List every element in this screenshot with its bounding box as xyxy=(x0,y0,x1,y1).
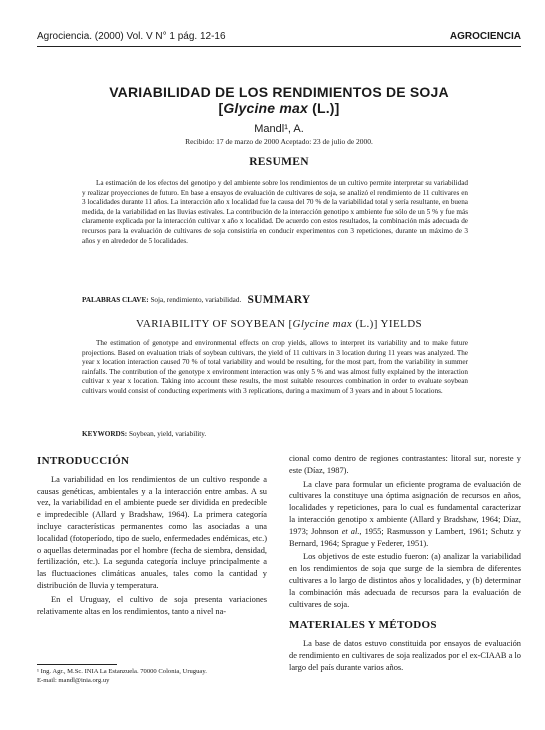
intro-paragraph-3: La clave para formular un eficiente programa de evaluación de cultivares la constituye una óptima asignación de recursos en años, localidades y repeticiones, para lo cual es fundamental caracterizar la interacción genotipo x ambiente (Allard y Bradshaw, 1964; Díaz, 1973; Johnson et al., 1955; Rasmusson y Lambert, 1961; Schutz y Bernard, 1964; Sprague y Federer, 1951). xyxy=(289,479,521,548)
intro-heading: INTRODUCCIÓN xyxy=(37,455,130,467)
article-title-line1: VARIABILIDAD DE LOS RENDIMIENTOS DE SOJA xyxy=(109,84,449,100)
journal-name: AGROCIENCIA xyxy=(449,31,521,42)
running-header xyxy=(37,31,521,45)
species-name: Glycine max xyxy=(223,100,309,116)
article-title-line2: [Glycine max (L.)] xyxy=(218,100,340,116)
summary-title: VARIABILITY OF SOYBEAN [Glycine max (L.)] YIELDS xyxy=(135,318,423,330)
intro-paragraph-1: La variabilidad en los rendimientos de un cultivo responde a causas genéticas, ambientales y a la interacción entre ambas. A su vez, la variabilidad en el ambiente puede ser dividida en predecible e impredecible (Allard y Bradshaw, 1964). La primera categoría incluye características permanentes como las asociadas a una localidad (fotoperíodo, tipo de suelo, enfermedades endémicas, etc.) o aquellas determinadas por el hombre (fecha de siembra, densidad, fertilización, etc.). La segunda categoría incluye principalmente a las fluctuaciones climáticas anuales, tales como la cantidad y distribución de lluvia y temperatura. xyxy=(37,474,267,590)
methods-heading: MATERIALES Y MÉTODOS xyxy=(289,619,437,632)
author-email: E-mail: mandl@inia.org.uy xyxy=(37,677,110,684)
left-column xyxy=(37,456,267,619)
right-column xyxy=(289,453,521,676)
summary-text: The estimation of genotype and environmental effects on crop yields, allows to interpret its variability and to make future projections. Based on evaluation trials of soybean cultivars, the yield of 11 cultivars in 3 location during 11 years was analyzed. The year x location interaction caused 70 % of total variability and would be resulting, for the most part, from the variability in summer rainfalls. The contribution of the genotype x environment interaction was only 5 % and was almost fully explained by the interaction cultivar x year x location. Taking into account these results, the most suitable resources combination in order to evaluate soybean cultivars would consist of conducting experiments with 3 replications, during a maximum of 3 years and in about 5 locations. xyxy=(82,339,468,395)
intro-paragraph-2: En el Uruguay, el cultivo de soja presenta variaciones relativamente altas en los rendimientos, tanto a nivel na- xyxy=(37,594,267,616)
keywords-label: PALABRAS CLAVE: xyxy=(82,296,149,304)
footnote-rule xyxy=(37,664,117,665)
received-dates: Recibido: 17 de marzo de 2000 Aceptado: 23 de julio de 2000. xyxy=(185,137,373,146)
intro-continued: cional como dentro de regiones contrastantes: litoral sur, noreste y este (Díaz, 1987). xyxy=(289,454,521,475)
header-rule xyxy=(37,46,521,47)
palabras-clave: PALABRAS CLAVE: Soja, rendimiento, variabilidad. xyxy=(82,296,242,304)
author: Mandl¹, A. xyxy=(254,123,304,135)
resumen-text: La estimación de los efectos del genotipo y del ambiente sobre los rendimientos de un cultivo permite interpretar su variabilidad y realizar proyecciones de futuro. En base a ensayos de evaluación de cultivares de soja, se analizó el rendimiento de 11 cultivares en 3 localidades durante 11 años. La interacción año x localidad fue la causa del 70 % de la variabilidad total y sería resultante, en buena medida, de la variabilidad en las lluvias estivales. La contribución de la interacción genotipo x ambiente fue sólo de un 5 % y fue más claramente explicada por la interacción cultivar x año x localidad. De acuerdo con estos resultados, la combinación más adecuada de recursos para la evaluación de cultivares de soja consistiría en conducir experimentos con 3 repeticiones, durante un máximo de 3 años y en alrededor de 5 localidades. xyxy=(82,179,468,245)
resumen-heading: RESUMEN xyxy=(249,156,309,168)
methods-paragraph-1: La base de datos estuvo constituida por ensayos de evaluación de rendimiento en cultivares de soja realizados por el ex-CIAAB a lo largo del país durante varios años. xyxy=(289,639,521,672)
journal-reference: Agrociencia. (2000) Vol. V N° 1 pág. 12-16 xyxy=(37,31,226,42)
footnote: ¹ Ing. Agr., M.Sc. INIA La Estanzuela. 70000 Colonia, Uruguay. E-mail: mandl@inia.org.uy xyxy=(37,667,267,685)
keywords: KEYWORDS: Soybean, yield, variability. xyxy=(82,430,207,438)
intro-paragraph-4: Los objetivos de este estudio fueron: (a) analizar la variabilidad en los rendimientos de soja que surge de la siembra de diferentes cultivares a lo largo de distintos años y localidades, y (b) determinar la combinación más adecuada de recursos para la evaluación de cultivares de soja. xyxy=(289,552,521,609)
keywords-label-en: KEYWORDS: xyxy=(82,430,128,438)
summary-heading: SUMMARY xyxy=(247,294,311,306)
